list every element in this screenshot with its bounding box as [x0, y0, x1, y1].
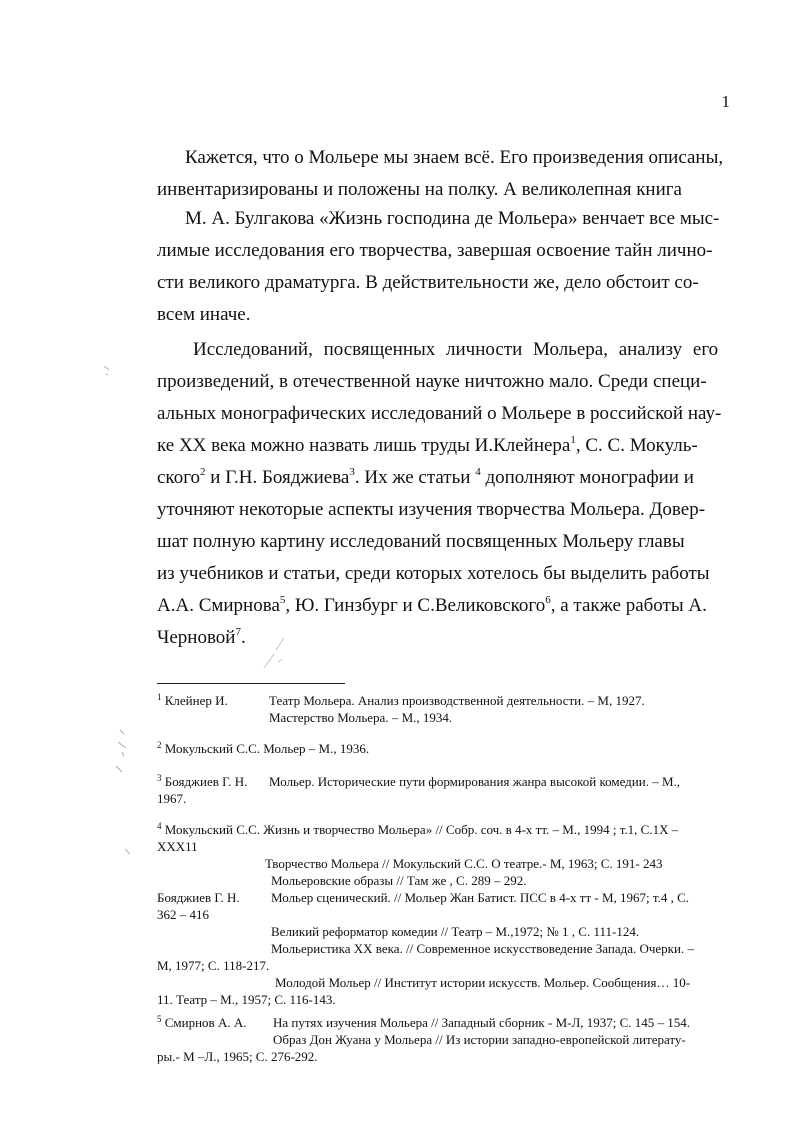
text-line: уточняют некоторые аспекты изучения творчества Мольера. Довер- [157, 499, 706, 520]
footnote-text: 362 – 416 [157, 907, 209, 922]
paragraph-1-cont [157, 174, 719, 206]
footnote-ref-2: 2 [200, 466, 206, 478]
text-fragment: ского [157, 467, 201, 488]
footnote-text: Великий реформатор комедии // Театр – М.,1972; № 1 , С. 111-124. [271, 924, 640, 939]
text-line: лимые исследования его творчества, завершая освоение тайн лично- [157, 240, 713, 261]
footnote-text: Образ Дон Жуана у Мольера // Из истории западно-европейской литерату- [273, 1032, 686, 1047]
text-line: М. А. Булгакова «Жизнь господина де Мольера» венчает все мыс- [185, 208, 720, 229]
text-fragment: . Их же статьи [354, 467, 471, 488]
scan-artifact [100, 360, 120, 380]
main-text [157, 142, 724, 206]
footnote-divider [157, 683, 345, 684]
text-fragment: А.А. Смирнова [157, 595, 280, 616]
footnote-text: Мольеровские образы // Там же , С. 289 – 292. [271, 873, 527, 888]
paragraph-2 [157, 203, 719, 331]
footnote-ref-7: 7 [235, 626, 241, 638]
footnote-author: Бояджиев Г. Н. [157, 890, 240, 905]
paragraph-1 [157, 142, 724, 174]
footnote-number: 1 [157, 692, 162, 702]
text-fragment: дополняют монографии и [485, 467, 694, 488]
text-line: произведений, в отечественной науке ничтожно мало. Среди специ- [157, 371, 707, 392]
text-fragment: , а также работы А. [550, 595, 707, 616]
footnote-1 [157, 692, 717, 725]
footnote-ref-1: 1 [570, 434, 576, 446]
text-line: сти великого драматурга. В действительности же, дело обстоит со- [157, 272, 699, 293]
footnote-author: Смирнов А. А. [164, 1015, 247, 1030]
footnote-text: Мокульский С.С. Жизнь и творчество Мольера» // Собр. соч. в 4-х тт. – М., 1994 ; т.1, С.1Х – [164, 822, 679, 837]
footnote-text: 11. Театр – М., 1957; С. 116-143. [157, 992, 336, 1007]
text-line [157, 622, 719, 654]
text-fragment: . [240, 627, 246, 648]
text-fragment: , Ю. Гинзбург и С.Великовского [285, 595, 546, 616]
footnote-text: ры.- М –Л., 1965; С. 276-292. [157, 1049, 318, 1064]
text-line: Кажется, что о Мольере мы знаем всё. Его произведения описаны, [185, 147, 724, 168]
footnote-line [157, 821, 678, 838]
text-line: Исследований, посвященных личности Мольера, анализу его [193, 339, 719, 360]
footnote-text: Мольер сценический. // Мольер Жан Батист. ПСС в 4-х тт - М, 1967; т.4 , С. [271, 890, 690, 905]
footnote-3 [157, 773, 717, 806]
text-line: из учебников и статьи, среди которых хотелось бы выделить работы [157, 563, 710, 584]
text-line: всем иначе. [157, 304, 251, 325]
footnote-author: Бояджиев Г. Н. [164, 774, 248, 789]
footnote-text: 1967. [157, 791, 187, 806]
text-line: шат полную картину исследований посвященных Мольеру главы [157, 531, 685, 552]
text-fragment: ке XX века можно назвать лишь труды И.Клейнера [157, 435, 571, 456]
footnote-number: 5 [157, 1014, 162, 1024]
footnote-line [157, 1014, 246, 1031]
footnote-ref-5: 5 [279, 594, 286, 606]
footnote-number: 4 [157, 821, 162, 831]
footnote-number: 3 [157, 773, 162, 783]
text-fragment: Черновой [157, 627, 236, 648]
footnote-text: Мольеристика XX века. // Современное искусствоведение Запада. Очерки. – [271, 941, 694, 956]
text-fragment: , С. С. Мокуль- [575, 435, 698, 456]
text-fragment: и Г.Н. Бояджиева [205, 467, 350, 488]
footnote-number: 2 [157, 740, 162, 750]
scan-artifact [112, 722, 142, 782]
footnote-text: Мастерство Мольера. – М., 1934. [269, 710, 453, 725]
footnote-text: Мокульский С.С. Мольер – М., 1936. [164, 741, 370, 756]
text-line: инвентаризированы и положены на полку. А великолепная книга [157, 179, 682, 200]
text-line [157, 430, 719, 462]
paragraph-3 [157, 334, 722, 654]
footnote-text: XXX11 [157, 839, 198, 854]
scan-artifact [260, 632, 290, 672]
footnote-ref-6: 6 [545, 594, 551, 606]
footnote-text: На путях изучения Мольера // Западный сборник - М-Л, 1937; С. 145 – 154. [273, 1015, 691, 1030]
text-line [157, 462, 719, 494]
page-number: 1 [721, 92, 730, 111]
footnote-text: Театр Мольера. Анализ производственной деятельности. – М, 1927. [269, 693, 645, 708]
scan-artifact [122, 846, 134, 858]
footnote-ref-4: 4 [475, 466, 481, 478]
footnote-2 [157, 740, 717, 757]
text-line [157, 590, 719, 622]
text-line: альных монографических исследований о Мольере в российской нау- [157, 403, 722, 424]
footnote-author: Клейнер И. [164, 693, 228, 708]
footnote-text: Мольер. Исторические пути формирования жанра высокой комедии. – М., [269, 774, 681, 789]
footnote-text: Молодой Мольер // Институт истории искусств. Мольер. Сообщения… 10- [275, 975, 691, 990]
footnote-text: Творчество Мольера // Мокульский С.С. О театре.- М, 1963; С. 191- 243 [265, 856, 663, 871]
footnote-text: М, 1977; С. 118-217. [157, 958, 270, 973]
footnote-ref-3: 3 [349, 466, 355, 478]
